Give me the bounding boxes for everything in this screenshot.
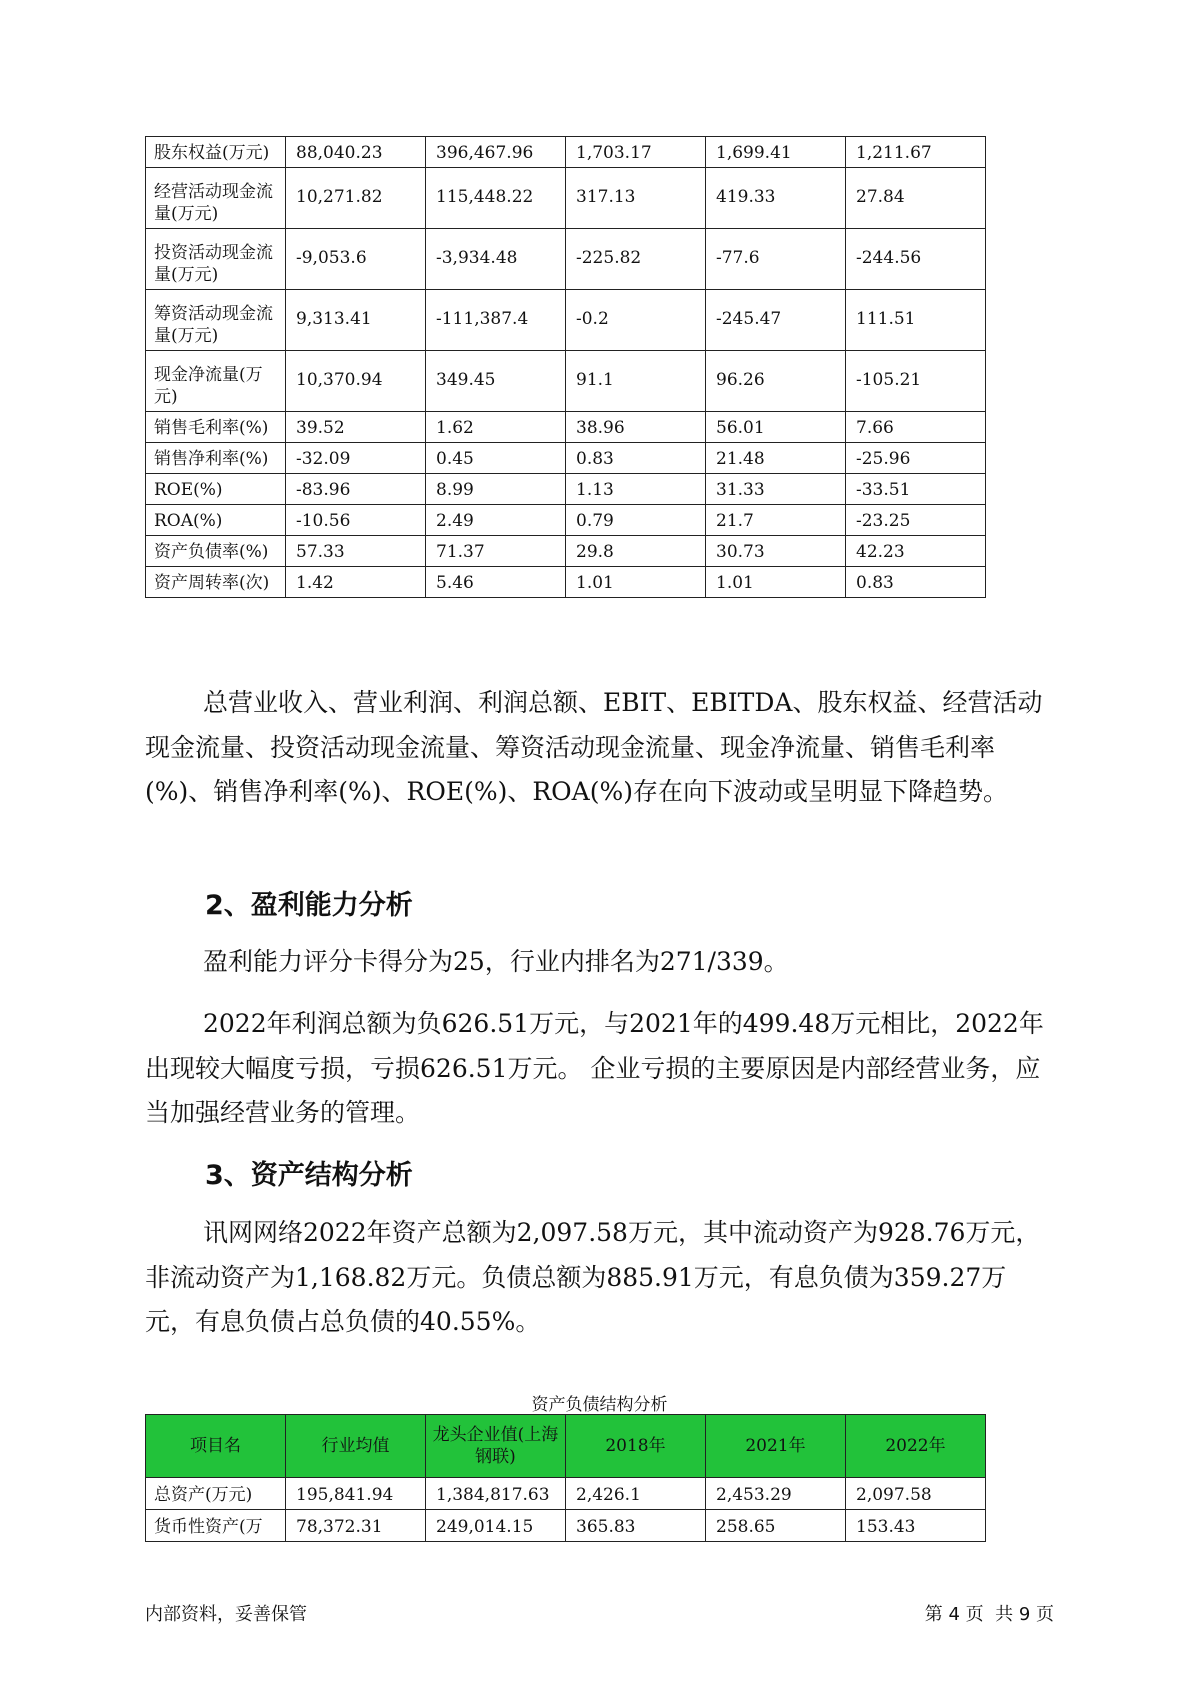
- table-cell: 0.83: [566, 443, 706, 474]
- table-row: [146, 1510, 986, 1542]
- profit-score-paragraph: 盈利能力评分卡得分为25，行业内排名为271/339。: [203, 947, 789, 976]
- trend-paragraph: 总营业收入、营业利润、利润总额、EBIT、EBITDA、股东权益、经营活动现金流量、投资活动现金流量、筹资活动现金流量、现金净流量、销售毛利率(%)、销售净利率(%)、ROE(%)、ROA(%)存在向下波动或呈明显下降趋势。: [145, 688, 1043, 806]
- row-label: 销售净利率(%): [146, 443, 286, 474]
- table-cell: 27.84: [846, 168, 986, 229]
- footer-confidential-note: 内部资料，妥善保管: [145, 1604, 307, 1625]
- table-cell: 9,313.41: [286, 290, 426, 351]
- asset-detail-paragraph: 讯网网络2022年资产总额为2,097.58万元，其中流动资产为928.76万元，非流动资产为1,168.82万元。负债总额为885.91万元，有息负债为359.27万元，有息负债占总负债的40.55%。: [145, 1218, 1041, 1336]
- row-label: 销售毛利率(%): [146, 412, 286, 443]
- table-cell: -9,053.6: [286, 229, 426, 290]
- table-cell: 1,211.67: [846, 137, 986, 168]
- table-cell: 56.01: [706, 412, 846, 443]
- table-row: [146, 137, 986, 168]
- table-cell: -23.25: [846, 505, 986, 536]
- asset-liability-table: [145, 1414, 986, 1542]
- table-cell: 2,453.29: [706, 1478, 846, 1510]
- table-row: [146, 443, 986, 474]
- table-row: [146, 351, 986, 412]
- row-label: 现金净流量(万元): [146, 351, 286, 412]
- table-cell: 29.8: [566, 536, 706, 567]
- table-cell: 0.45: [426, 443, 566, 474]
- table-cell: -33.51: [846, 474, 986, 505]
- column-header: 项目名: [146, 1415, 286, 1478]
- row-label: 股东权益(万元): [146, 137, 286, 168]
- table-cell: -225.82: [566, 229, 706, 290]
- row-label: 投资活动现金流量(万元): [146, 229, 286, 290]
- table-cell: 96.26: [706, 351, 846, 412]
- table-cell: 31.33: [706, 474, 846, 505]
- row-label: 资产负债率(%): [146, 536, 286, 567]
- table-cell: 249,014.15: [426, 1510, 566, 1542]
- row-label: 经营活动现金流量(万元): [146, 168, 286, 229]
- table-cell: 258.65: [706, 1510, 846, 1542]
- table-cell: 39.52: [286, 412, 426, 443]
- row-label: 筹资活动现金流量(万元): [146, 290, 286, 351]
- table-cell: 419.33: [706, 168, 846, 229]
- row-label: ROA(%): [146, 505, 286, 536]
- table-row: [146, 536, 986, 567]
- table-cell: 1.01: [706, 567, 846, 598]
- table-cell: 2,426.1: [566, 1478, 706, 1510]
- table-cell: 2.49: [426, 505, 566, 536]
- table-cell: 1,703.17: [566, 137, 706, 168]
- footer-page-number: 第 4 页 共 9 页: [924, 1604, 1054, 1625]
- table-cell: -3,934.48: [426, 229, 566, 290]
- table-cell: -32.09: [286, 443, 426, 474]
- table-cell: 8.99: [426, 474, 566, 505]
- table-cell: 2,097.58: [846, 1478, 986, 1510]
- table-cell: 111.51: [846, 290, 986, 351]
- column-header: 行业均值: [286, 1415, 426, 1478]
- table-cell: -245.47: [706, 290, 846, 351]
- table-cell: -0.2: [566, 290, 706, 351]
- financial-indicators-table: [145, 136, 986, 598]
- table-row: [146, 474, 986, 505]
- section-heading-asset-structure: 3、资产结构分析: [205, 1160, 413, 1191]
- table-cell: 195,841.94: [286, 1478, 426, 1510]
- table-cell: 42.23: [846, 536, 986, 567]
- table-row: [146, 567, 986, 598]
- table-row: [146, 505, 986, 536]
- table-cell: 21.48: [706, 443, 846, 474]
- table-cell: 10,271.82: [286, 168, 426, 229]
- table-cell: 1,699.41: [706, 137, 846, 168]
- column-header: 2022年: [846, 1415, 986, 1478]
- table-cell: 38.96: [566, 412, 706, 443]
- table-header-row: [146, 1415, 986, 1478]
- table-cell: -105.21: [846, 351, 986, 412]
- row-label: 总资产(万元): [146, 1478, 286, 1510]
- table-row: [146, 290, 986, 351]
- table-cell: 365.83: [566, 1510, 706, 1542]
- table-cell: 115,448.22: [426, 168, 566, 229]
- table-cell: 0.83: [846, 567, 986, 598]
- table-row: [146, 229, 986, 290]
- row-label: 货币性资产(万: [146, 1510, 286, 1542]
- profit-detail-paragraph: 2022年利润总额为负626.51万元，与2021年的499.48万元相比，2022年出现较大幅度亏损，亏损626.51万元。 企业亏损的主要原因是内部经营业务，应当加强经营业务的管理。: [145, 1009, 1044, 1127]
- column-header: 2021年: [706, 1415, 846, 1478]
- column-header: 龙头企业值(上海钢联): [426, 1415, 566, 1478]
- table-cell: 78,372.31: [286, 1510, 426, 1542]
- table-cell: -10.56: [286, 505, 426, 536]
- table-cell: -77.6: [706, 229, 846, 290]
- section-heading-profitability: 2、盈利能力分析: [205, 890, 413, 921]
- table-cell: 88,040.23: [286, 137, 426, 168]
- table-cell: 153.43: [846, 1510, 986, 1542]
- table-caption: 资产负债结构分析: [531, 1395, 668, 1415]
- table-cell: 57.33: [286, 536, 426, 567]
- table-cell: 5.46: [426, 567, 566, 598]
- table-cell: -25.96: [846, 443, 986, 474]
- table-cell: 317.13: [566, 168, 706, 229]
- column-header: 2018年: [566, 1415, 706, 1478]
- table-cell: 7.66: [846, 412, 986, 443]
- table-cell: 1.62: [426, 412, 566, 443]
- table-cell: 10,370.94: [286, 351, 426, 412]
- table-cell: 1.42: [286, 567, 426, 598]
- table-cell: 71.37: [426, 536, 566, 567]
- table-cell: -83.96: [286, 474, 426, 505]
- table-cell: 1,384,817.63: [426, 1478, 566, 1510]
- table-row: [146, 1478, 986, 1510]
- row-label: 资产周转率(次): [146, 567, 286, 598]
- table-cell: 0.79: [566, 505, 706, 536]
- table-cell: 349.45: [426, 351, 566, 412]
- table-cell: -244.56: [846, 229, 986, 290]
- table-cell: 91.1: [566, 351, 706, 412]
- table-cell: 1.13: [566, 474, 706, 505]
- table-cell: -111,387.4: [426, 290, 566, 351]
- table-cell: 21.7: [706, 505, 846, 536]
- table-row: [146, 412, 986, 443]
- table-row: [146, 168, 986, 229]
- table-cell: 1.01: [566, 567, 706, 598]
- table-cell: 30.73: [706, 536, 846, 567]
- table-cell: 396,467.96: [426, 137, 566, 168]
- row-label: ROE(%): [146, 474, 286, 505]
